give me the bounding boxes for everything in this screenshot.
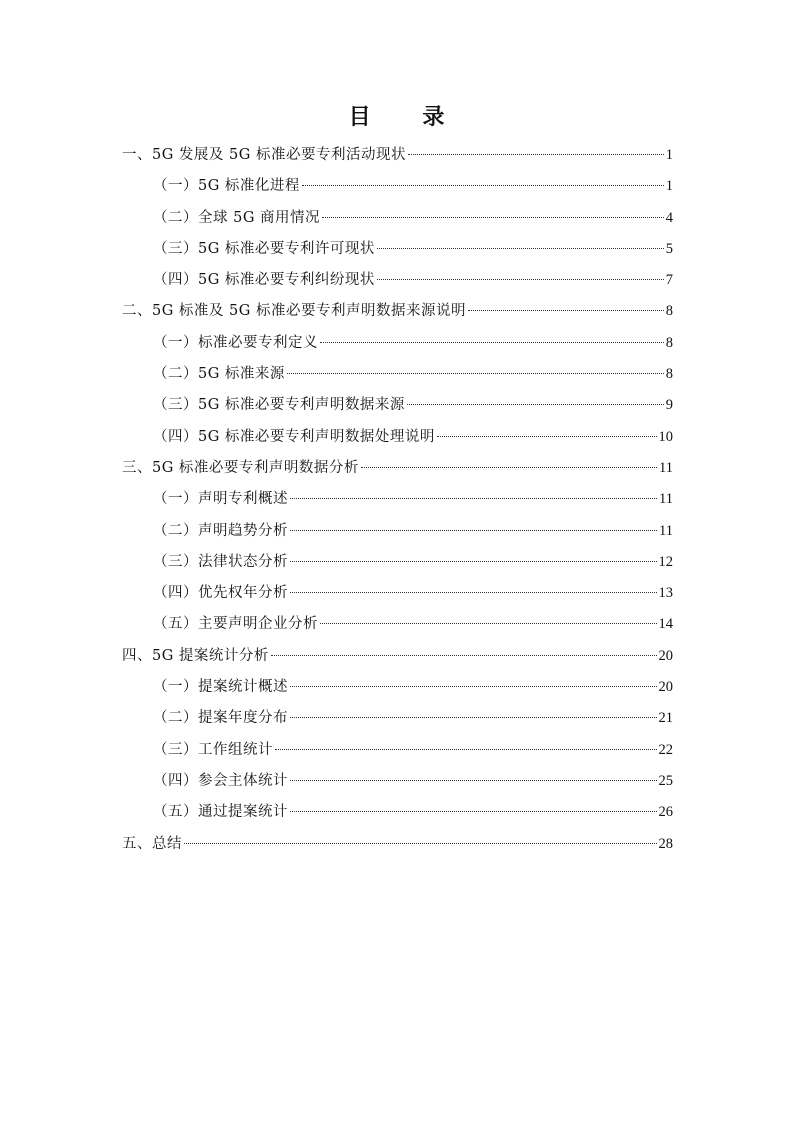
toc-entry-label: 二、5G 标准及 5G 标准必要专利声明数据来源说明 [122,303,466,320]
toc-entry[interactable] [122,140,673,171]
toc-entry[interactable] [122,578,673,609]
toc-page-number: 4 [665,209,673,226]
toc-leader-dots [290,530,657,531]
toc-entry[interactable] [122,766,673,797]
toc-page-number: 20 [658,647,673,664]
toc-leader-dots [408,154,664,155]
toc-title: 目 录 [348,105,467,130]
toc-entry-label: （一）5G 标准化进程 [153,178,300,195]
toc-entry-label: （三）5G 标准必要专利许可现状 [153,240,375,257]
toc-page-number: 13 [658,585,673,602]
toc-page-number: 5 [665,240,673,257]
toc-page-number: 7 [665,272,673,289]
toc-entry-label: （四）参会主体统计 [153,772,288,789]
toc-page-number: 12 [658,553,673,570]
toc-leader-dots [377,279,664,280]
toc-leader-dots [290,780,657,781]
toc-entry[interactable] [122,453,673,484]
table-of-contents [122,140,673,860]
toc-page-number: 11 [659,459,673,476]
toc-entry[interactable] [122,265,673,296]
toc-leader-dots [437,436,657,437]
toc-entry[interactable] [122,672,673,703]
toc-page-number: 1 [665,178,673,195]
toc-entry-label: （二）声明趋势分析 [153,522,288,539]
toc-entry-label: （五）主要声明企业分析 [153,616,318,633]
toc-leader-dots [320,342,664,343]
toc-page-number: 20 [658,679,673,696]
toc-entry[interactable] [122,390,673,421]
toc-page-number: 14 [658,616,673,633]
toc-entry[interactable] [122,609,673,640]
toc-page-number: 1 [665,147,673,163]
toc-entry-label: 三、5G 标准必要专利声明数据分析 [122,459,359,476]
toc-entry-label: （一）提案统计概述 [153,679,288,696]
toc-page-number: 21 [658,710,673,727]
toc-entry[interactable] [122,484,673,515]
toc-leader-dots [322,217,664,218]
toc-entry-label: 一、5G 发展及 5G 标准必要专利活动现状 [122,147,406,163]
toc-entry-label: （三）5G 标准必要专利声明数据来源 [153,397,405,414]
toc-page-number: 11 [659,491,673,508]
toc-entry-label: （二）提案年度分布 [153,710,288,727]
toc-entry[interactable] [122,641,673,672]
toc-leader-dots [290,811,657,812]
toc-entry[interactable] [122,829,673,860]
toc-leader-dots [271,655,657,656]
toc-entry[interactable] [122,547,673,578]
toc-leader-dots [407,404,664,405]
toc-leader-dots [377,248,664,249]
toc-entry[interactable] [122,171,673,202]
toc-entry-label: （五）通过提案统计 [153,804,288,821]
toc-leader-dots [361,467,657,468]
toc-entry[interactable] [122,516,673,547]
toc-entry-label: （二）全球 5G 商用情况 [153,209,321,226]
toc-entry-label: （二）5G 标准来源 [153,366,285,383]
toc-leader-dots [468,310,664,311]
toc-entry-label: 四、5G 提案统计分析 [122,647,269,664]
toc-page-number: 22 [658,741,673,758]
toc-entry-label: （四）5G 标准必要专利纠纷现状 [153,272,375,289]
toc-leader-dots [184,843,657,844]
toc-leader-dots [290,592,657,593]
toc-entry[interactable] [122,735,673,766]
toc-leader-dots [302,185,664,186]
toc-entry-label: （一）声明专利概述 [153,491,288,508]
toc-page-number: 28 [658,835,673,852]
toc-entry[interactable] [122,234,673,265]
toc-page-number: 9 [665,397,673,414]
toc-page-number: 11 [659,522,673,539]
toc-entry-label: （四）5G 标准必要专利声明数据处理说明 [153,428,435,445]
toc-leader-dots [320,623,657,624]
toc-page-number: 8 [665,366,673,383]
toc-page-number: 26 [658,804,673,821]
toc-entry[interactable] [122,328,673,359]
toc-page-number: 25 [658,772,673,789]
toc-entry[interactable] [122,203,673,234]
toc-page-number: 8 [665,334,673,351]
toc-entry-label: 五、总结 [122,835,182,852]
toc-leader-dots [290,498,657,499]
toc-entry[interactable] [122,797,673,828]
toc-leader-dots [290,561,657,562]
toc-leader-dots [290,717,657,718]
toc-entry[interactable] [122,703,673,734]
toc-leader-dots [290,686,657,687]
toc-entry[interactable] [122,422,673,453]
toc-page-number: 8 [665,303,673,320]
toc-leader-dots [275,749,657,750]
toc-leader-dots [287,373,664,374]
toc-entry[interactable] [122,359,673,390]
toc-entry-label: （四）优先权年分析 [153,585,288,602]
toc-entry-label: （一）标准必要专利定义 [153,334,318,351]
toc-entry-label: （三）工作组统计 [153,741,273,758]
toc-entry-label: （三）法律状态分析 [153,553,288,570]
toc-page-number: 10 [658,428,673,445]
toc-entry[interactable] [122,296,673,327]
